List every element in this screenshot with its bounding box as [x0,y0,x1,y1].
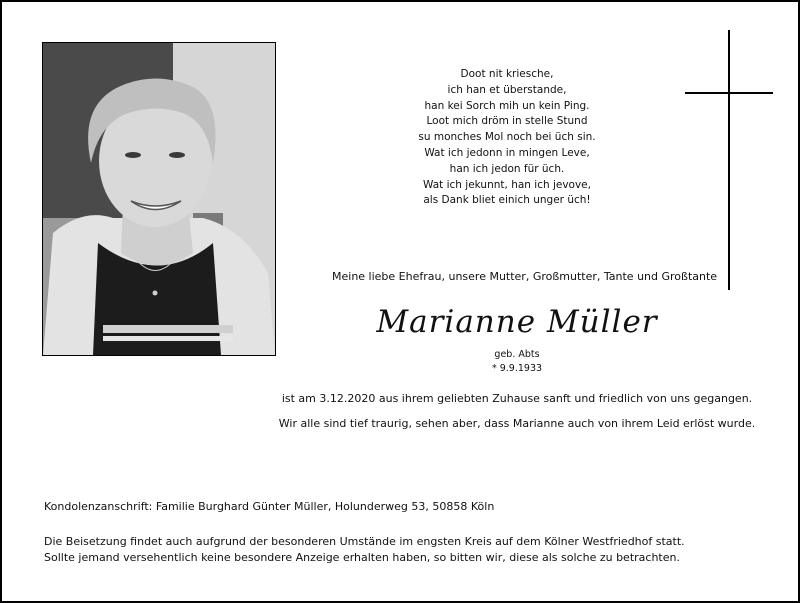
poem-line: ich han et überstande, [447,83,567,96]
birth-info [472,348,562,376]
poem [382,67,632,209]
poem-line: han ich jedon für üch. [449,162,565,175]
maiden-name: geb. Abts [494,349,540,360]
funeral-notice [44,534,685,565]
poem-line: Loot mich dröm in stelle Stund [426,115,588,128]
condolence-address: Kondolenzanschrift: Familie Burghard Günter Müller, Holunderweg 53, 50858 Köln [44,500,495,513]
poem-line: Wat ich jekunnt, han ich jevove, [423,178,591,191]
funeral-notice-line: Die Beisetzung findet auch aufgrund der besonderen Umstände im engsten Kreis auf dem Kölner Westfriedhof statt. [44,535,685,548]
deceased-name: Marianne Müller [376,304,658,340]
death-statement: ist am 3.12.2020 aus ihrem geliebten Zuhause sanft und friedlich von uns gegangen. [281,392,753,405]
intro-text: Meine liebe Ehefrau, unsere Mutter, Großmutter, Tante und Großtante [332,270,718,283]
funeral-notice-line: Sollte jemand versehentlich keine besondere Anzeige erhalten haben, so bitten wir, diese als solche zu betrachten. [44,550,680,564]
poem-line: Doot nit kriesche, [460,68,554,80]
poem-line: su monches Mol noch bei üch sin. [418,131,596,144]
cross-icon [685,30,773,290]
birth-date: * 9.9.1933 [491,363,543,374]
poem-line: als Dank bliet einich unger üch! [423,194,591,207]
poem-line: Wat ich jedonn in mingen Leve, [424,146,590,159]
grief-statement: Wir alle sind tief traurig, sehen aber, dass Marianne auch von ihrem Leid erlöst wurde. [278,417,756,430]
portrait-photo [42,42,276,356]
poem-line: han kei Sorch mih un kein Ping. [424,99,590,112]
